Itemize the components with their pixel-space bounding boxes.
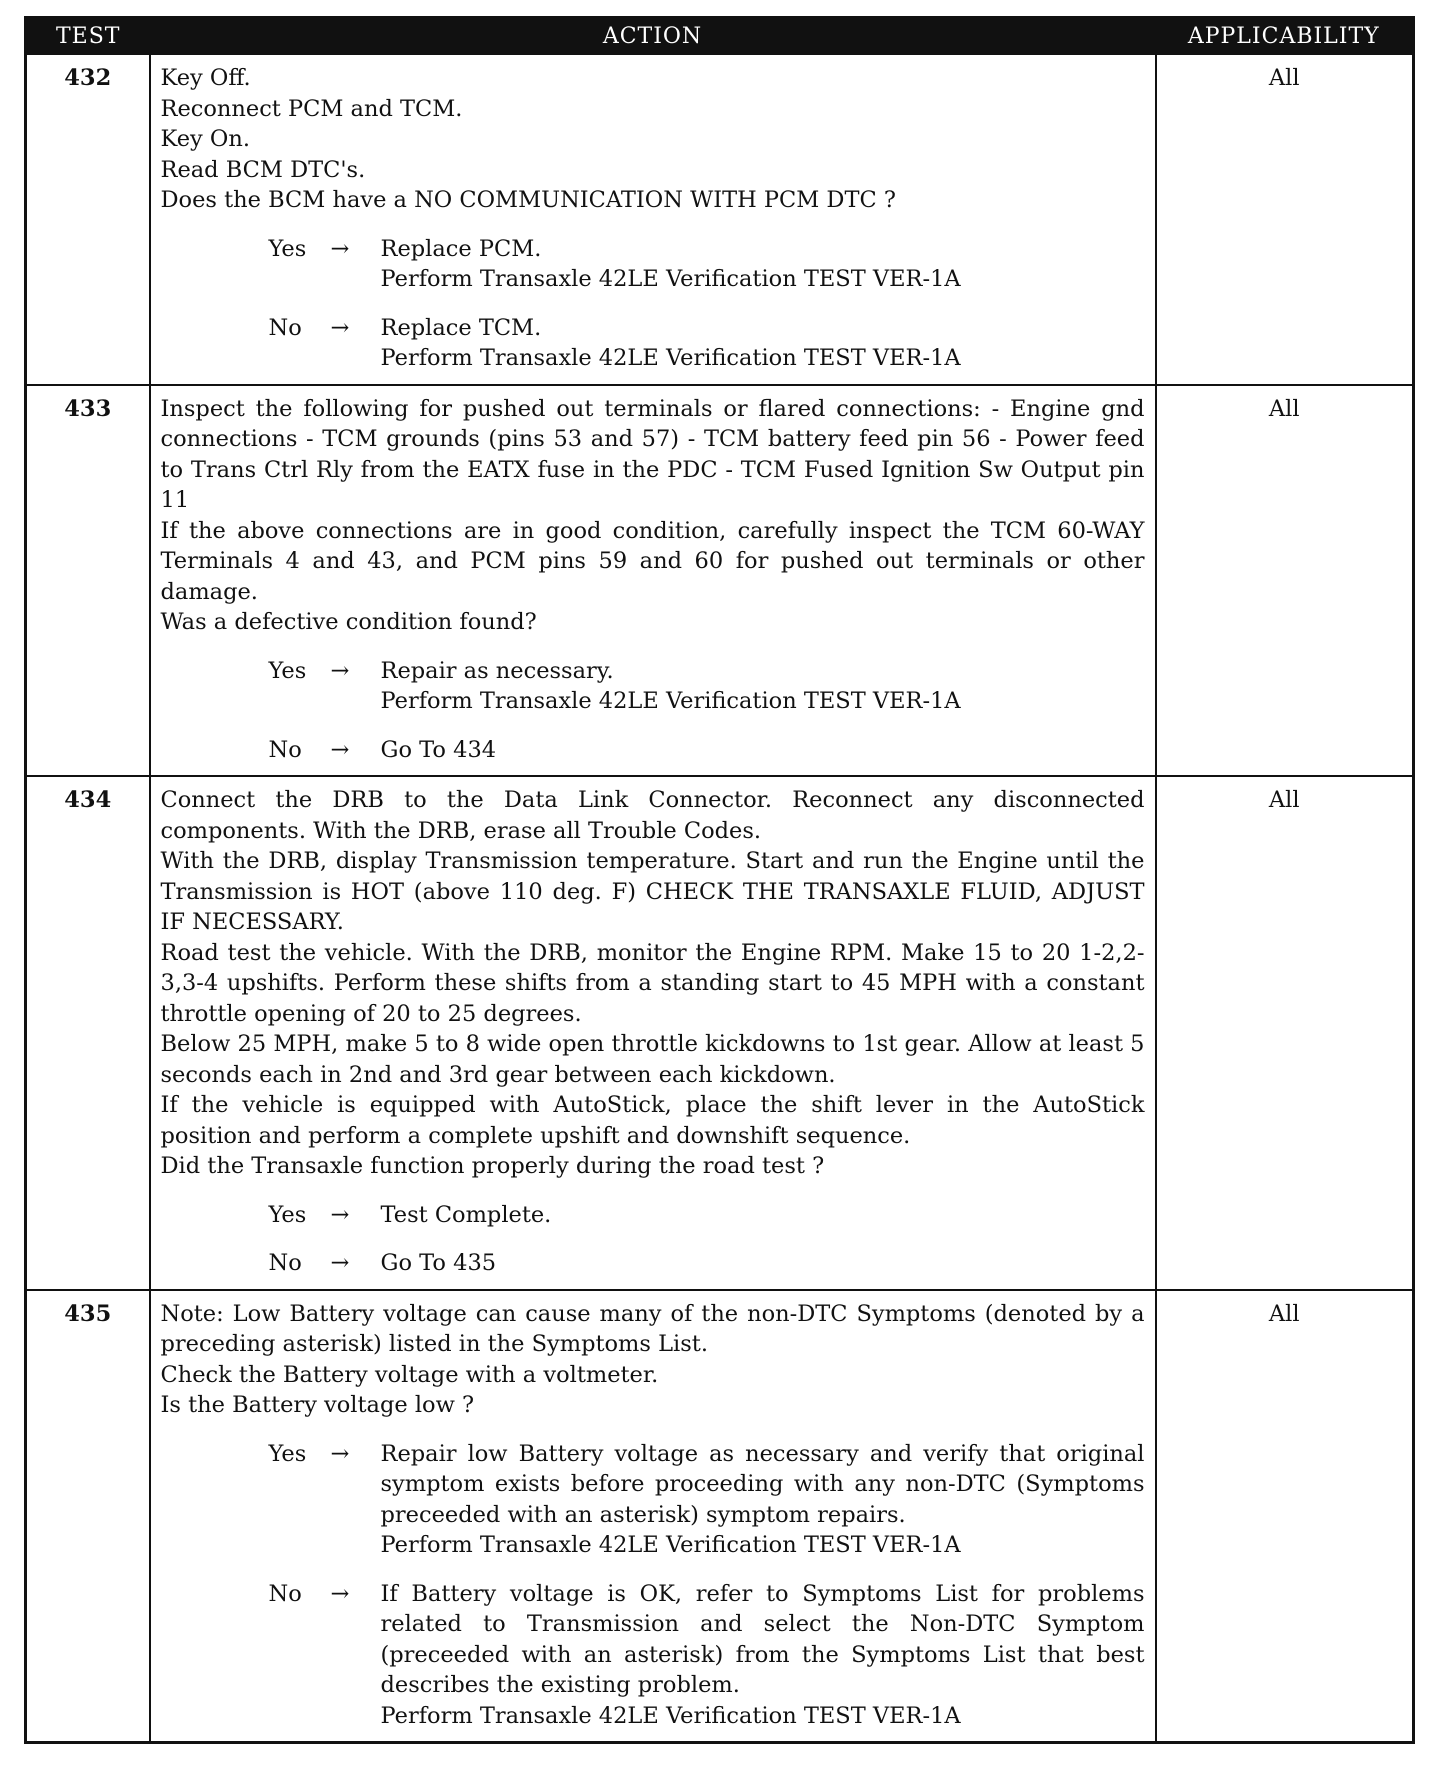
arrow-icon: → xyxy=(330,1250,350,1276)
action-text: Road test the vehicle. With the DRB, monitor the Engine RPM. Make 15 to 20 1-2,2-3,3-4 upshifts. Perform these shifts from a standing start to 45 MPH with a constant throttle opening of 20 to 25 degrees. xyxy=(160,939,1145,1027)
arrow-icon: → xyxy=(330,235,350,262)
answer-result xyxy=(381,656,1145,717)
action-text: Does the BCM have a NO COMMUNICATION WITH PCM DTC ? xyxy=(160,187,896,213)
applicability-value: All xyxy=(1156,54,1414,385)
arrow-icon: → xyxy=(330,1580,350,1607)
header-applicability: APPLICABILITY xyxy=(1156,18,1414,55)
answer-label: No xyxy=(268,1250,302,1276)
test-number: 432 xyxy=(26,54,150,385)
answer-label: No xyxy=(268,1580,302,1607)
answer-no xyxy=(161,735,1145,766)
applicability-value: All xyxy=(1156,776,1414,1290)
action-text: Check the Battery voltage with a voltmeter. xyxy=(160,1361,659,1388)
answer-label: No xyxy=(268,314,302,341)
applicability-value: All xyxy=(1156,385,1414,777)
test-number: 433 xyxy=(26,385,150,777)
answer-label: No xyxy=(268,736,302,763)
answer-result-line: Test Complete. xyxy=(380,1201,552,1228)
test-number: 434 xyxy=(26,776,150,1290)
answer-result-line: Perform Transaxle 42LE Verification TEST VER-1A xyxy=(380,1532,961,1558)
arrow-icon: → xyxy=(330,657,350,684)
answer-result-line: If Battery voltage is OK, refer to Symptoms List for problems related to Transmission and select the Non-DTC Symptom (preceeded with an asterisk) from the Symptoms List that best describes the existing problem. xyxy=(380,1580,1145,1698)
action-text: If the vehicle is equipped with AutoStick, place the shift lever in the AutoStick position and perform a complete upshift and downshift sequence. xyxy=(160,1092,1145,1149)
answer-result-line: Go To 434 xyxy=(380,736,497,763)
answer-result xyxy=(381,1200,1145,1231)
header-test: TEST xyxy=(26,18,150,55)
action-text: Read BCM DTC's. xyxy=(160,156,366,183)
action-text: Inspect the following for pushed out terminals or flared connections: - Engine gnd connections - TCM grounds (pins 53 and 57) - TCM battery feed pin 56 - Power feed to Trans Ctrl Rly from the EATX fuse in the PDC - TCM Fused Ignition Sw Output pin 11 xyxy=(160,395,1145,513)
answer-result xyxy=(381,1248,1145,1279)
action-text: Connect the DRB to the Data Link Connector. Reconnect any disconnected components. With the DRB, erase all Trouble Codes. xyxy=(160,787,1145,844)
answer-result-line: Go To 435 xyxy=(380,1250,497,1276)
answer-yes xyxy=(161,234,1145,295)
action-text: Key Off. xyxy=(160,65,251,91)
table-body xyxy=(26,54,1414,1743)
action-text: Was a defective condition found? xyxy=(160,609,537,635)
action-cell xyxy=(150,54,1156,385)
answer-yes xyxy=(161,656,1145,717)
arrow-icon: → xyxy=(330,314,350,341)
answer-result-line: Replace TCM. xyxy=(380,314,542,341)
answer-result-line: Perform Transaxle 42LE Verification TEST VER-1A xyxy=(380,688,961,714)
answer-label: Yes xyxy=(268,235,307,262)
table-header-row xyxy=(26,18,1414,55)
answer-result xyxy=(381,313,1145,374)
action-cell xyxy=(150,1290,1156,1743)
answer-result xyxy=(381,234,1145,295)
diagnostic-test-table xyxy=(24,16,1415,1744)
action-cell xyxy=(150,776,1156,1290)
answer-result-line: Repair low Battery voltage as necessary and verify that original symptom exists before proceeding with any non-DTC (Symptoms preceeded with an asterisk) symptom repairs. xyxy=(380,1440,1145,1528)
test-number: 435 xyxy=(26,1290,150,1743)
action-text: Is the Battery voltage low ? xyxy=(160,1392,475,1418)
answer-result-line: Replace PCM. xyxy=(380,235,542,262)
action-text: Note: Low Battery voltage can cause many of the non-DTC Symptoms (denoted by a preceding asterisk) listed in the Symptoms List. xyxy=(160,1300,1145,1357)
answer-no xyxy=(161,313,1145,374)
arrow-icon: → xyxy=(330,736,350,763)
answer-no xyxy=(161,1248,1145,1279)
answer-no xyxy=(161,1579,1145,1732)
arrow-icon: → xyxy=(330,1201,350,1228)
action-text: Key On. xyxy=(160,126,250,152)
answer-result-line: Perform Transaxle 42LE Verification TEST VER-1A xyxy=(380,345,961,371)
answer-label: Yes xyxy=(268,1440,307,1467)
answer-yes xyxy=(161,1439,1145,1561)
answer-result-line: Perform Transaxle 42LE Verification TEST VER-1A xyxy=(380,266,961,292)
action-text: With the DRB, display Transmission temperature. Start and run the Engine until the Transmission is HOT (above 110 deg. F) CHECK THE TRANSAXLE FLUID, ADJUST IF NECESSARY. xyxy=(160,848,1145,935)
answer-result xyxy=(381,735,1145,766)
action-text: Did the Transaxle function properly during the road test ? xyxy=(160,1153,825,1179)
action-cell xyxy=(150,385,1156,777)
header-action: ACTION xyxy=(150,18,1156,55)
action-text: If the above connections are in good condition, carefully inspect the TCM 60-WAY Terminals 4 and 43, and PCM pins 59 and 60 for pushed out terminals or other damage. xyxy=(160,517,1145,605)
answer-label: Yes xyxy=(268,657,307,684)
answer-label: Yes xyxy=(268,1201,307,1228)
answer-result xyxy=(381,1439,1145,1561)
answer-result xyxy=(381,1579,1145,1732)
answer-result-line: Perform Transaxle 42LE Verification TEST VER-1A xyxy=(380,1702,961,1729)
table-row xyxy=(26,776,1414,1290)
action-text: Below 25 MPH, make 5 to 8 wide open throttle kickdowns to 1st gear. Allow at least 5 seconds each in 2nd and 3rd gear between each kickdown. xyxy=(160,1031,1145,1088)
action-text: Reconnect PCM and TCM. xyxy=(160,95,463,122)
answer-result-line: Repair as necessary. xyxy=(380,657,614,684)
table-row xyxy=(26,1290,1414,1743)
table-row xyxy=(26,385,1414,777)
arrow-icon: → xyxy=(330,1440,350,1467)
answer-yes xyxy=(161,1200,1145,1231)
table-row xyxy=(26,54,1414,385)
applicability-value: All xyxy=(1156,1290,1414,1743)
